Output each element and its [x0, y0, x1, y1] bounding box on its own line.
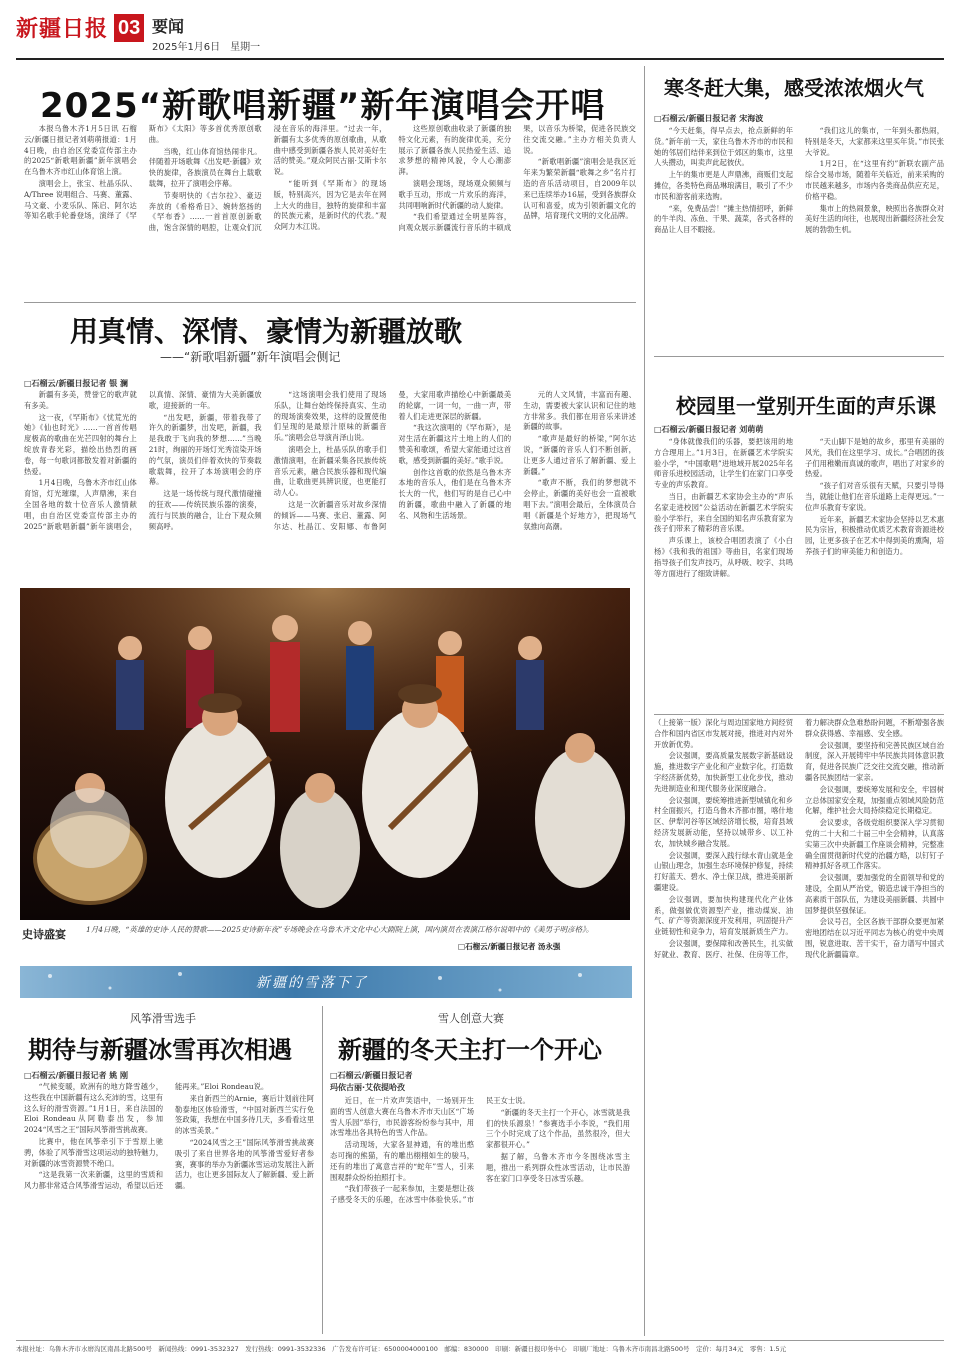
bottom2-title: 新疆的冬天主打一个开心: [338, 1036, 602, 1064]
paragraph: “气候变暖，欧洲有的地方降雪越少，这些我在中国新疆有这么充沛的雪，这里有这么好的滑雪资源。”1月1日，来自法国的Eloi Rondeau从阿勒泰出发，参加2024“风雪之王”国际风筝滑雪挑战赛。: [24, 1082, 163, 1135]
paragraph: 当晚，红山体育馆热闹非凡。伴随着开场歌舞《出发吧·新疆》欢快的旋律，各族演员在舞台上载歌载舞，拉开了演唱会序幕。: [148, 146, 262, 188]
paragraph: 会议强调，要保障和改善民生，扎实做好就业、教育、医疗、社保、住房等工作，着力解决群众急难愁盼问题，不断增强各族群众获得感、幸福感、安全感。: [654, 718, 944, 959]
paragraph: “2024风雪之王”国际风筝滑雪挑战赛吸引了来自世界各地的风筝滑雪爱好者参赛，赛事的举办为新疆冰雪运动发展注入新活力，也让更多国际友人了解新疆、爱上新疆。: [175, 1137, 314, 1191]
paragraph: “天山脚下是她的故乡，那里有美丽的风光，我们在这里学习、成长。”合唱团的孩子们用稚嫩而真诚的歌声，唱出了对家乡的热爱。: [805, 437, 944, 479]
bottom1-kicker: 风筝滑雪选手: [130, 1012, 196, 1025]
photo-caption: 1月4日晚，“英雄的史诗·人民的赞歌——2025史诗新年夜”专场晚会在乌鲁木齐文化中心大剧院上演，国内演员在表演江格尔说唱中的《美男子明彦格》。: [86, 925, 594, 934]
paragraph: 演唱会现场，现场观众频频与歌手互动，形成一片欢乐的海洋，共同唱响新时代新疆的动人旋律。: [398, 178, 512, 210]
column-divider: [644, 66, 645, 1336]
paragraph: “身体就像我们的乐器，要把该用的地方合理用上。”1月3日，在新疆艺术学院实验小学，“中国歌唱”进地域开展2025年名师音乐进校园活动，让学生们在家门口享受专业的声乐教育。: [654, 437, 793, 490]
bottom2-byline: □石榴云/新疆日报记者: [330, 1071, 413, 1080]
paragraph: “这场演唱会我们使用了现场乐队，让舞台始终保持真实、生动的现场演奏效果，这样的设置使他们呈现的是最原汁原味的新疆音乐。”演唱会总导演肖泽山说。: [273, 390, 387, 443]
paragraph: “新歌唱新疆”演唱会是我区近年来为繁荣新疆“歌舞之乡”名片打造的音乐活动项目，自2009年以来已连续举办16届，受到各族群众认可和喜爱，成为引领新疆文化的品牌，培育现代文明的文化品牌。: [523, 157, 636, 221]
paragraph: 近年来，新疆艺术家协会坚持以艺术惠民为宗旨，积极推动优质艺术教育资源进校园，让更多孩子在艺术中得到美的熏陶，培养孩子们的审美能力和创造力。: [805, 514, 944, 556]
paragraph: “能听到《罕斯布》的现场版，特别高兴，因为它是去年在网上大火的曲目，独特的旋律和丰富的民族元素，是新时代的代表。”观众阿力木江说。: [273, 178, 387, 232]
column-divider: [322, 1006, 323, 1334]
paragraph: “我们希望通过全明星阵容，向观众展示新疆流行音乐的丰硕成果，以音乐为桥梁，促进各民族交往交流交融。”主办方相关负责人说。: [398, 124, 636, 233]
paragraph: 会议强调，要坚持和完善民族区域自治制度，深入开展铸牢中华民族共同体意识教育，促进各民族广泛交往交流交融，推动新疆各民族团结一家亲。: [805, 740, 944, 782]
paragraph: “歌声不断，我们的梦想就不会停止，新疆的美好也会一直被歌唱下去。”演唱会最后，全体演员合唱《新疆是个好地方》，把现场气氛推向高潮。: [523, 478, 636, 531]
paragraph: 1月4日晚，乌鲁木齐市红山体育馆，灯光璀璨，人声鼎沸，来自全国各地的数十位音乐人激情献唱，由自治区党委宣传部主办的2025“新歌唱新疆”新年演唱会，以真情、深情、豪情为大美新疆放歌，迎接新的一年。: [24, 390, 262, 531]
right2-body: [654, 437, 944, 717]
article2-byline: □石榴云/新疆日报记者 银 澜: [24, 379, 129, 388]
paragraph: 会议强调，要深入践行绿水青山就是金山银山理念，加强生态环境保护修复，持续打好蓝天、碧水、净土保卫战，推进美丽新疆建设。: [654, 850, 793, 892]
right1-title: 寒冬赶大集，感受浓浓烟火气: [664, 76, 924, 100]
section-title: 要闻: [152, 17, 185, 36]
paragraph: 集市上的热闹景象，映照出各族群众对美好生活的向往，也展现出新疆经济社会发展的勃勃生机。: [805, 203, 944, 235]
bottom2-kicker: 雪人创意大赛: [438, 1012, 504, 1025]
paragraph: 演唱会上，杜晶乐队的歌手们激情演唱，在新疆采集各民族传统音乐元素，融合民族乐器和现代编曲，让歌曲更具辨识度，也更能打动人心。: [273, 444, 387, 498]
divider: [654, 714, 944, 715]
winter-banner: [20, 966, 632, 998]
newspaper-logo: 新疆日报: [16, 16, 109, 42]
bottom2-byline-name: 玛依古丽·艾依提哈孜: [330, 1083, 406, 1092]
page-number: 03: [114, 14, 144, 42]
paragraph: 近日，在一片欢声笑语中，一场别开生面的雪人创意大赛在乌鲁木齐市天山区“广场雪人乐园”举行，市民游客纷纷参与其中，用冰雪堆出各具特色的雪人作品。: [330, 1096, 474, 1138]
right2-byline: □石榴云/新疆日报记者 刘萌萌: [654, 425, 764, 434]
paragraph: 会议强调，要加快构建现代化产业体系，做强做优资源型产业，推动煤炭、油气、矿产等资源深度开发利用，巩固提升产业链韧性和竞争力，培育发展新质生产力。: [654, 894, 793, 937]
paragraph: “歌声是最好的桥梁，”阿尔达说，“新疆的音乐人们不断创新，让更多人通过音乐了解新疆、爱上新疆。”: [523, 434, 636, 476]
photo-credit: □石榴云/新疆日报记者 汤永强: [458, 942, 561, 951]
paragraph: 比赛中，他在风筝牵引下于雪原上驰骋，体验了风筝滑雪这项运动的独特魅力，对新疆的冰雪资源赞不绝口。: [24, 1136, 163, 1168]
footer-info: 本报社址：乌鲁木齐市水磨沟区南昌北路500号 新闻热线：0991-3532327 发行热线：0991-3532336 广告发布许可证：6500004000100 邮编：830000 印刷：新疆日报印务中心 印刷厂地址：乌鲁木齐市南昌北路500号 定价：每月34元 零售：1.5元: [16, 1340, 944, 1353]
paragraph: 1月2日，在“这里有约”新联农副产品综合交易市场，随着年关临近，前来采购的市民越来越多，市场内各类商品供应充足，价格平稳。: [805, 159, 944, 201]
paragraph: “今天赶集，得早点去，抢点新鲜的年货。”新年前一天，家住乌鲁木齐市的市民和她的邻居们结伴来到位于郊区的集市，这里人头攒动，叫卖声此起彼伏。: [654, 126, 793, 168]
photo-illustration: [20, 588, 630, 920]
paragraph: （上接第一版）深化与周边国家地方间经贸合作和国内省区市发展对接，推进对内对外开放新优势。: [654, 718, 793, 749]
article1-title: 2025“新歌唱新疆”新年演唱会开唱: [40, 86, 606, 126]
paragraph: “我们带孩子一起来参加，主要是想让孩子感受冬天的乐趣，在冰雪中体验快乐。”市民王女士说。: [330, 1096, 530, 1205]
bottom1-title: 期待与新疆冰雪再次相遇: [28, 1036, 292, 1064]
paragraph: “新疆的冬天主打一个开心，冰雪就是我们的快乐源泉！”参赛选手小李说，“我们用三个小时完成了这个作品，虽然很冷，但大家都很开心。”: [486, 1107, 630, 1150]
right1-byline: □石榴云/新疆日报记者 宋海波: [654, 114, 764, 123]
paragraph: “我这次演唱的《罕布斯》，是对生活在新疆这片土地上的人们的赞美和歌颂，希望大家能通过这首歌，感受到新疆的美好。”歌手说。: [398, 423, 512, 465]
paragraph: 当日，由新疆艺术家协会主办的“声乐名家走进校园”公益活动在新疆艺术学院实验小学举行，来自全国的知名声乐教育家为孩子们带来了精彩的音乐课。: [654, 491, 793, 534]
bottom1-byline: □石榴云/新疆日报记者 姚 刚: [24, 1071, 129, 1080]
paragraph: 这一夜，《罕斯布》《忧荒光的她》《仙也时光》……一首首传唱度极高的歌曲在光芒四射的舞台上绽放青春光彩，描绘出热烈的画卷，每一句歌词都散发着对新疆的热爱。: [24, 412, 137, 476]
issue-date: 2025年1月6日 星期一: [152, 42, 261, 53]
paragraph: 节奏明快的《吉尔拉》、豪迈奔放的《希格希日》、婉转悠扬的《罕布香》……一首首原创新歌曲，饱含深情的唱腔，让观众们沉浸在音乐的海洋里。“过去一年，新疆有太多优秀的原创歌曲，从歌曲中感受到新疆各族人民对美好生活的赞美。”观众阿民古丽·艾斯卡尔说。: [148, 124, 387, 233]
paragraph: “出发吧，新疆，带着我带了许久的新疆梦，出发吧，新疆，我是我敢于飞向我的梦想……”当晚21时，绚丽的开场灯光秀渲染开场的气氛，演员们伴着欢快的节奏载歌载舞，拉开了本场演唱会的序幕。: [148, 412, 262, 487]
divider: [654, 356, 944, 357]
banner-title: 新疆的雪落下了: [256, 975, 368, 991]
paragraph: 会议号召，全区各族干部群众要更加紧密地团结在以习近平同志为核心的党中央周围，锐意进取、苦干实干，奋力谱写中国式现代化新疆篇章。: [805, 917, 944, 959]
paragraph: 这是一次新疆音乐对故乡深情的倾诉——马赛、张启、董露、阿尔达、杜晶江、安阳娜、布鲁阿曼，大家用歌声描绘心中新疆最美的轮廓，一词一句，一曲一声，带着人们走进更深层的新疆。: [273, 390, 512, 531]
performance-photo: [20, 588, 630, 920]
paragraph: 据了解，乌鲁木齐市今冬围绕冰雪主题，推出一系列群众性冰雪活动，让市民游客在家门口享受冬日冰雪乐趣。: [486, 1151, 630, 1183]
right2-title: 校园里一堂别开生面的声乐课: [676, 394, 936, 418]
paragraph: 这些原创歌曲收录了新疆的独特文化元素，有的旋律优美，充分展示了新疆各族人民热爱生活、追求梦想的精神风貌，令人心潮澎湃。: [398, 124, 512, 177]
paragraph: 声乐课上，该校合唱团表演了《小白杨》《我和我的祖国》等曲目，名家们现场指导孩子们发声技巧，从呼吸、咬字、共鸣等方面进行了细致讲解。: [654, 536, 793, 578]
paragraph: “孩子们对音乐很有天赋，只要引导得当，就能让他们在音乐道路上走得更远。”一位声乐教育专家说。: [805, 481, 944, 512]
masthead: [16, 6, 944, 60]
article2-title: 用真情、深情、豪情为新疆放歌: [70, 315, 463, 348]
bottom2-body: [330, 1096, 630, 1332]
paragraph: 活动现场，大家各显神通，有的堆出憨态可掬的熊猫，有的雕出栩栩如生的骏马，还有的堆出了寓意吉祥的“蛇年”雪人，引来围观群众纷纷拍照打卡。: [330, 1140, 474, 1182]
paragraph: 新疆有多美，赞誉它的歌声就有多美。: [24, 390, 137, 410]
paragraph: 元的人文风情，丰富而有趣、生动，需要被大家认识和记住的地方非常多。我们都在用音乐来讲述新疆的故事。: [523, 390, 636, 432]
paragraph: 会议强调，要统筹发展和安全，牢固树立总体国家安全观，加强重点领域风险防范化解，维护社会大局持续稳定长期稳定。: [805, 784, 944, 816]
paragraph: 会议强调，要高质量发展数字新基础设施，推进数字产业化和产业数字化，打造数字经济新优势，加快新型工业化步伐，推动先进制造业和现代服务业深度融合。: [654, 751, 793, 793]
paragraph: “我们这儿的集市，一年到头都热闹，特别是冬天，大家都来这里买年货。”市民张大爷说。: [805, 126, 944, 157]
article1-body: [24, 124, 636, 296]
right1-body: [654, 126, 944, 348]
paragraph: “这是我第一次来新疆，这里的雪质和风力都非常适合风筝滑雪运动，希望以后还能再来。”Eloi Rondeau说。: [24, 1082, 269, 1191]
paragraph: 会议要求，各级党组织要深入学习贯彻党的二十大和二十届三中全会精神，认真落实第三次中央新疆工作座谈会精神，完整准确全面贯彻新时代党的治疆方略，以钉钉子精神抓好各项工作落实。: [805, 818, 944, 871]
article2-body: [24, 390, 636, 576]
paragraph: “来，免费品尝！”摊主热情招呼，新鲜的牛羊肉、冻鱼、干果、蔬菜，各式各样的商品让人目不暇接。: [654, 203, 793, 235]
paragraph: 来自新西兰的Arnie，赛后计划前往阿勒泰地区体验滑雪，“中国对新西兰实行免签政策，我想在中国多待几天，多看看这里的冰雪美景。”: [175, 1093, 314, 1136]
paragraph: 会议强调，要统筹推进新型城镇化和乡村全面振兴，打造乌鲁木齐都市圈，喀什地区、伊犁河谷等区域经济增长极，培育县域经济发展新动能，坚持以城带乡、以工补农，加快城乡融合发展。: [654, 795, 793, 848]
paragraph: 这是一场传统与现代激情碰撞的狂欢——传统民族乐器的演奏，流行与民族的融合，让台下观众频频高呼。: [148, 489, 262, 531]
bottom1-body: [24, 1082, 314, 1332]
paragraph: 创作这首歌的依然是乌鲁木齐本地的音乐人，他们是在乌鲁木齐长大的一代，他们写的是自己心中的新疆，歌曲中融入了新疆的地名、风物和生活场景。: [398, 467, 512, 520]
paragraph: 演唱会上，张宝、杜晶乐队、A/Three 说唱组合、马赛、董露、马文豪、小麦乐队、陈启、阿尔达等知名歌手轮番登场，演绎了《罕斯布》《太阳》等多首优秀原创歌曲。: [24, 124, 262, 221]
paragraph: 上午的集市更是人声鼎沸，商贩们支起摊位，各类特色商品琳琅满目，吸引了不少市民和游客前来选购。: [654, 170, 793, 201]
paragraph: 会议强调，要加强党的全面领导和党的建设，全面从严治党，锻造忠诚干净担当的高素质干部队伍，为建设美丽新疆、共圆中国梦提供坚强保证。: [805, 873, 944, 915]
divider: [24, 302, 636, 303]
photo-label: 史诗盛宴: [22, 928, 66, 941]
article2-subtitle: ——“新歌唱新疆”新年演唱会侧记: [160, 350, 341, 364]
paragraph: 本报乌鲁木齐1月5日讯 石榴云/新疆日报记者刘萌萌报道：1月4日晚，由自治区党委宣传部主办的2025“新歌唱新疆”新年演唱会在乌鲁木齐市红山体育馆上演。: [24, 124, 137, 177]
right3-body: [654, 718, 944, 1334]
